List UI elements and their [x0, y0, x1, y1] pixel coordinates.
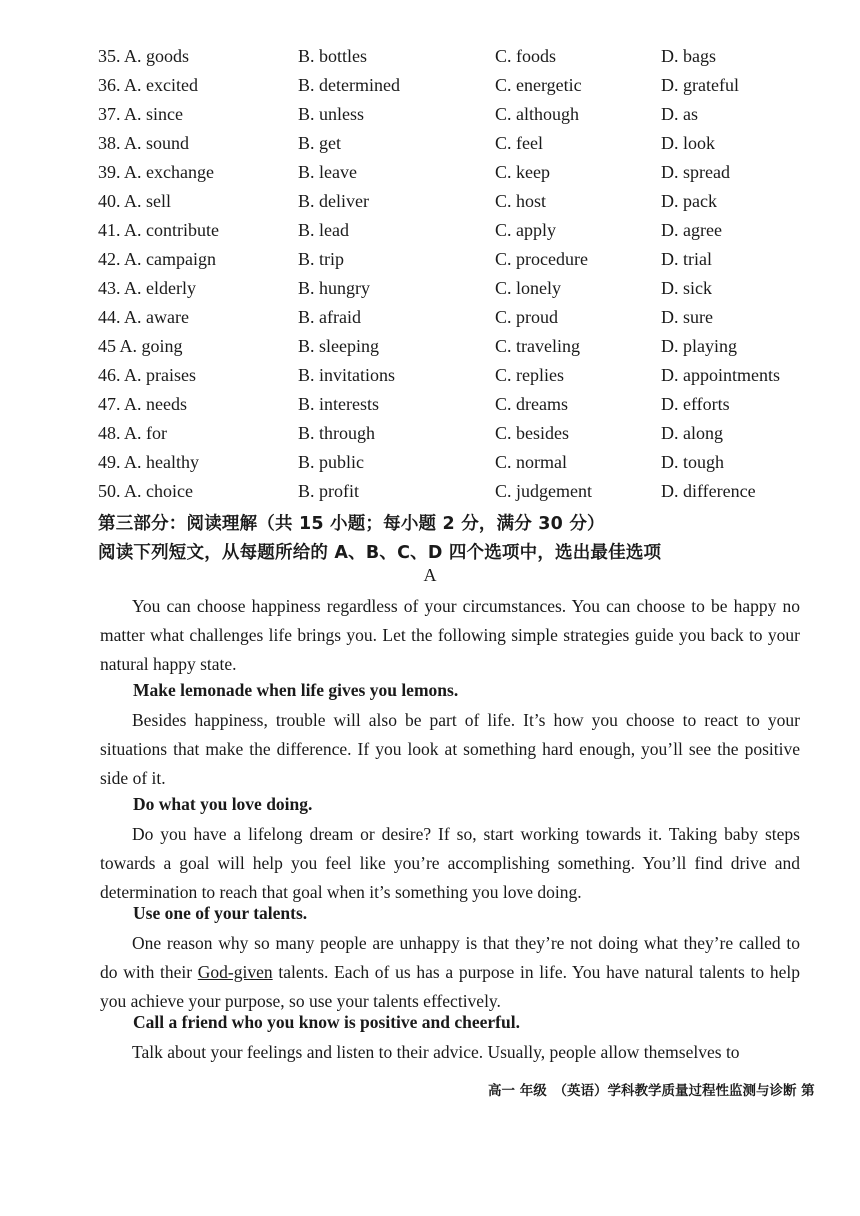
option-d: D. difference [661, 481, 756, 501]
strategy-heading: Use one of your talents. [133, 903, 308, 923]
option-b: B. public [298, 452, 364, 472]
option-b: B. sleeping [298, 336, 379, 356]
passage-label: A [423, 565, 437, 585]
option-row [0, 390, 860, 419]
option-a: 41. A. contribute [98, 220, 219, 240]
page-footer: 高一 年级 （英语）学科教学质量过程性监测与诊断 第 [488, 1083, 815, 1099]
option-d: D. efforts [661, 394, 730, 414]
option-c: C. lonely [495, 278, 561, 298]
option-b: B. profit [298, 481, 359, 501]
option-a: 36. A. excited [98, 75, 198, 95]
option-d: D. bags [661, 46, 716, 66]
option-d: D. trial [661, 249, 712, 269]
option-b: B. hungry [298, 278, 370, 298]
section-instruction: 阅读下列短文，从每题所给的 A、B、C、D 四个选项中，选出最佳选项 [98, 543, 662, 563]
option-a: 43. A. elderly [98, 278, 196, 298]
option-b: B. get [298, 133, 341, 153]
paragraph-text: talents. Each of us has a purpose in life. You have natural talents to help you achieve your purpose, so use your talents effectively. [100, 962, 800, 1011]
option-c: C. apply [495, 220, 556, 240]
option-d: D. spread [661, 162, 730, 182]
intro-paragraph: You can choose happiness regardless of your circumstances. You can choose to be happy no matter what challenges life brings you. Let the following simple strategies guide you back to your natural happy state. [100, 596, 800, 674]
option-c: C. dreams [495, 394, 568, 414]
option-c: C. traveling [495, 336, 580, 356]
option-a: 45 A. going [98, 336, 183, 356]
option-c: C. proud [495, 307, 558, 327]
option-d: D. tough [661, 452, 724, 472]
option-a: 50. A. choice [98, 481, 193, 501]
option-row [0, 361, 860, 390]
option-c: C. foods [495, 46, 557, 66]
strategy-paragraph: Besides happiness, trouble will also be part of life. It’s how you choose to react to your situations that make the difference. If you look at something hard enough, you’ll see the positive side of it. [100, 710, 800, 788]
option-row [0, 477, 860, 506]
option-d: D. pack [661, 191, 717, 211]
option-b: B. interests [298, 394, 379, 414]
option-c: C. although [495, 104, 579, 124]
option-a: 42. A. campaign [98, 249, 216, 269]
option-d: D. playing [661, 336, 737, 356]
option-c: C. feel [495, 133, 543, 153]
strategy-heading: Call a friend who you know is positive and cheerful. [133, 1012, 520, 1032]
option-row [0, 332, 860, 361]
option-row [0, 419, 860, 448]
option-row [0, 42, 860, 71]
option-c: C. besides [495, 423, 569, 443]
option-a: 39. A. exchange [98, 162, 214, 182]
option-d: D. agree [661, 220, 722, 240]
option-a: 37. A. since [98, 104, 183, 124]
option-a: 35. A. goods [98, 46, 190, 66]
strategy-heading: Make lemonade when life gives you lemons. [133, 680, 459, 700]
option-b: B. leave [298, 162, 357, 182]
option-a: 40. A. sell [98, 191, 172, 211]
option-d: D. look [661, 133, 715, 153]
strategy-heading: Do what you love doing. [133, 794, 313, 814]
section-heading: 第三部分：阅读理解（共 15 小题；每小题 2 分，满分 30 分） [98, 514, 605, 534]
option-d: D. along [661, 423, 723, 443]
option-c: C. normal [495, 452, 567, 472]
option-c: C. judgement [495, 481, 592, 501]
option-a: 48. A. for [98, 423, 167, 443]
option-d: D. as [661, 104, 698, 124]
strategy-paragraph: Do you have a lifelong dream or desire? If so, start working towards it. Taking baby steps towards a goal will help you feel like you’re accomplishing something. You’ll find drive and determination to reach that goal when it’s something you love doing. [100, 824, 800, 902]
option-row [0, 448, 860, 477]
option-row [0, 303, 860, 332]
option-c: C. energetic [495, 75, 582, 95]
option-b: B. trip [298, 249, 345, 269]
option-row [0, 216, 860, 245]
option-c: C. keep [495, 162, 550, 182]
strategy-paragraph [100, 929, 800, 1016]
option-b: B. lead [298, 220, 349, 240]
option-row [0, 129, 860, 158]
option-row [0, 100, 860, 129]
option-d: D. grateful [661, 75, 739, 95]
option-a: 46. A. praises [98, 365, 196, 385]
option-c: C. procedure [495, 249, 588, 269]
option-b: B. invitations [298, 365, 396, 385]
option-a: 38. A. sound [98, 133, 190, 153]
paragraph-text: One reason why so many people are unhappy is that they’re not doing what they’re called to do with their [100, 933, 800, 982]
option-row [0, 158, 860, 187]
option-b: B. bottles [298, 46, 368, 66]
option-b: B. through [298, 423, 376, 443]
option-c: C. replies [495, 365, 564, 385]
strategy-paragraph: Talk about your feelings and listen to their advice. Usually, people allow themselves to [132, 1042, 740, 1062]
option-row [0, 274, 860, 303]
option-a: 49. A. healthy [98, 452, 199, 472]
option-b: B. deliver [298, 191, 369, 211]
option-a: 44. A. aware [98, 307, 189, 327]
option-b: B. afraid [298, 307, 361, 327]
option-b: B. unless [298, 104, 365, 124]
option-row [0, 71, 860, 100]
option-a: 47. A. needs [98, 394, 187, 414]
option-row [0, 245, 860, 274]
option-d: D. appointments [661, 365, 780, 385]
option-c: C. host [495, 191, 547, 211]
option-d: D. sick [661, 278, 712, 298]
option-row [0, 187, 860, 216]
option-b: B. determined [298, 75, 400, 95]
option-d: D. sure [661, 307, 713, 327]
underlined-word: God-given [197, 962, 273, 982]
